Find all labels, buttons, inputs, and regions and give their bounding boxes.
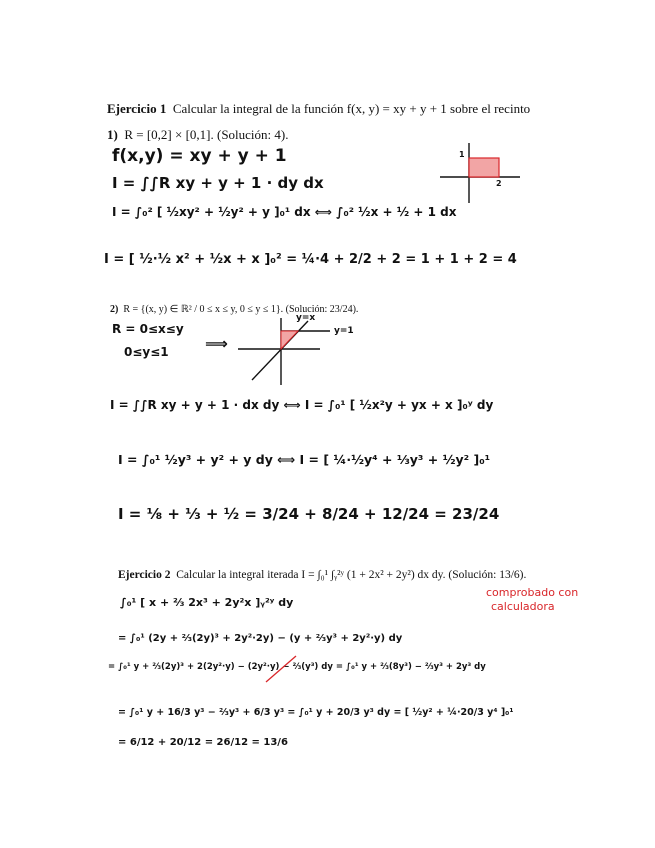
red-note-line-2: calculadora [491,600,555,613]
hand-ex2-line-4: = ∫₀¹ y + 16/3 y³ − ⅔y³ + 6/3 y³ = ∫₀¹ y + 20/3 y³ dy = [ ½y² + ¼·20/3 y⁴ ]₀¹ [118,707,514,718]
hand-line-3: I = ∫₀² [ ½xy² + ½y² + y ]₀¹ dx ⟺ ∫₀² ½x + ½ + 1 dx [112,205,457,219]
hand-part2-line-2: I = ∫₀¹ ½y³ + y² + y dy ⟺ I = [ ¼·½y⁴ + ⅓y³ + ½y² ]₀¹ [118,452,491,467]
hand-line-1: f(x,y) = xy + y + 1 [112,146,287,166]
hand-part2-line-1: I = ∫∫R xy + y + 1 · dx dy ⟺ I = ∫₀¹ [ ½x²y + yx + x ]₀ʸ dy [110,398,494,412]
exercise-1-text: Calcular la integral de la función f(x, y) = xy + y + 1 sobre el recinto [172,101,531,116]
fig2-label-y-eq-x: y=x [296,313,316,323]
part-1-label: 1) [107,127,118,142]
exercise-2-text: Calcular la integral iterada I = ∫₀¹ ∫ᵧ²ʸ (1 + 2x² + 2y²) dx dy. (Solución: 13/6). [176,569,527,581]
hand-ex2-line-5: = 6/12 + 20/12 = 26/12 = 13/6 [118,737,288,748]
hand-implies-arrow: ⟹ [205,334,228,353]
hand-region-line-2: 0≤y≤1 [124,345,169,359]
part-2-text: R = {(x, y) ∈ ℝ² / 0 ≤ x ≤ y, 0 ≤ y ≤ 1}. (Solución: 23/24). [123,304,359,315]
part-1-text: R = [0,2] × [0,1]. (Solución: 4). [124,127,289,142]
hand-region-line-1: R = 0≤x≤y [112,322,184,336]
hand-line-4: I = [ ½·½ x² + ½x + x ]₀² = ¼·4 + 2/2 + 2 = 1 + 1 + 2 = 4 [104,252,517,267]
exercise-2-heading: Ejercicio 2 [118,569,171,581]
part-2-label: 2) [110,304,119,315]
exercise-1-heading: Ejercicio 1 [107,101,167,116]
fig2-label-y-eq-1: y=1 [334,326,354,336]
fig1-x-tick-label: 2 [496,179,502,188]
hand-ex2-line-2: = ∫₀¹ (2y + ⅔(2y)³ + 2y²·2y) − (y + ⅔y³ + 2y²·y) dy [118,633,403,644]
hand-ex2-line-3: = ∫₀¹ y + ⅔(2y)³ + 2(2y²·y) − (2y²·y) − ⅔(y³) dy = ∫₀¹ y + ⅔(8y³) − ⅔y³ + 2y³ dy [108,662,486,672]
hand-part2-line-3: I = ⅛ + ⅓ + ½ = 3/24 + 8/24 + 12/24 = 23/24 [118,505,500,523]
red-note-line-1: comprobado con [486,586,579,599]
fig1-y-tick-label: 1 [459,150,465,159]
hand-ex2-line-1: ∫₀¹ [ x + ⅔ 2x³ + 2y²x ]ᵧ²ʸ dy [120,596,294,609]
hand-line-2: I = ∫∫R xy + y + 1 · dy dx [112,174,324,192]
